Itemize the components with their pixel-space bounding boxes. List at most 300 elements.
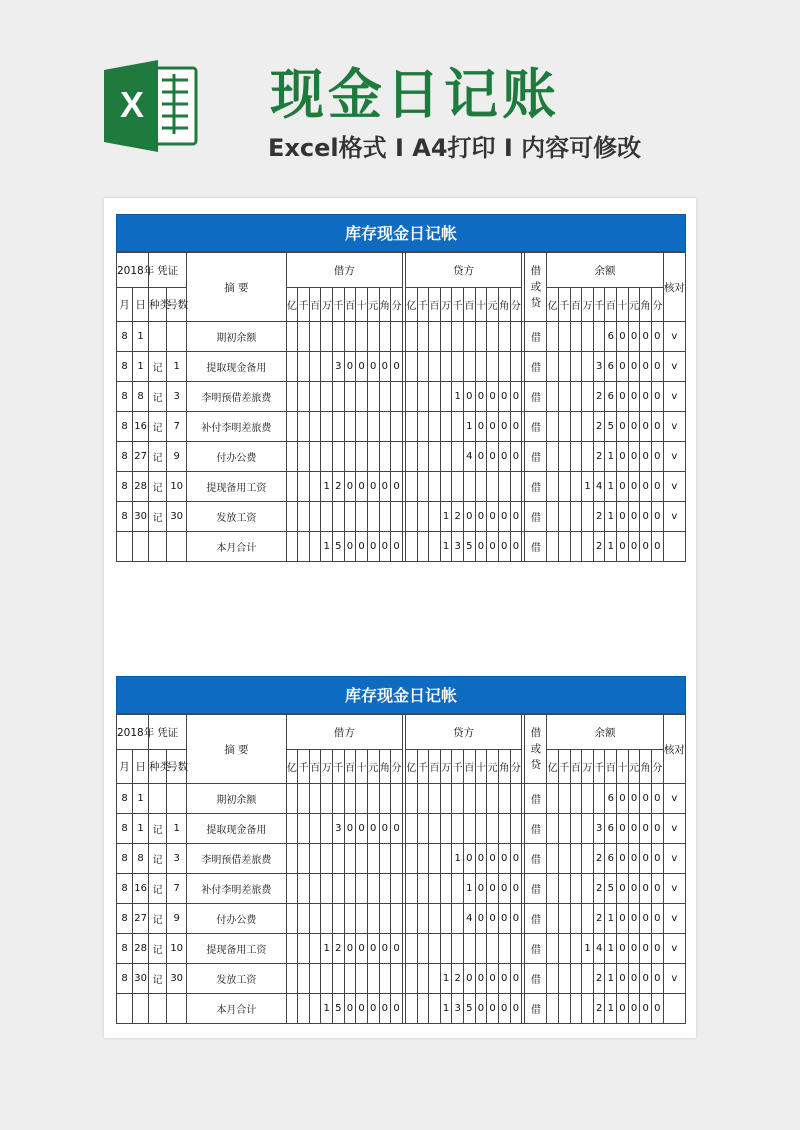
cell-debit-digit (286, 904, 298, 934)
cell-balance-digit (582, 814, 594, 844)
check-header: 核对 (663, 715, 685, 784)
cell-balance-digit (570, 784, 582, 814)
voucher-header: 凭证 (149, 253, 187, 288)
cell-debit-digit (321, 784, 333, 814)
cell-credit-digit (405, 994, 417, 1024)
cell-debit-digit (321, 964, 333, 994)
number-header: 号数 (167, 750, 187, 784)
digit-unit-header: 万 (582, 288, 594, 322)
cell-debit-digit (298, 322, 310, 352)
table-row (117, 502, 686, 532)
cell-debit-digit: 0 (379, 532, 391, 562)
cell-debit-digit (391, 442, 403, 472)
digit-unit-header: 万 (440, 288, 452, 322)
cell-debit-digit (309, 352, 321, 382)
cell-credit-digit: 0 (475, 904, 487, 934)
cell-balance-digit: 1 (605, 502, 617, 532)
cell-credit-digit: 0 (498, 532, 510, 562)
digit-unit-header: 百 (570, 288, 582, 322)
cell-month: 8 (117, 382, 133, 412)
cell-kind: 记 (149, 502, 167, 532)
cell-debit-digit (298, 874, 310, 904)
cell-balance-digit: 0 (617, 964, 629, 994)
cell-credit-digit: 0 (510, 412, 522, 442)
cell-debit-digit (367, 844, 379, 874)
cell-kind (149, 322, 167, 352)
cell-debit-digit (379, 904, 391, 934)
cell-balance-digit: 5 (605, 412, 617, 442)
excel-logo-letter: X (119, 84, 144, 125)
cell-dc: 借 (525, 472, 547, 502)
cell-credit-digit (405, 844, 417, 874)
cell-balance-digit (582, 322, 594, 352)
cell-credit-digit (429, 352, 441, 382)
cell-balance-digit: 0 (628, 934, 640, 964)
cell-credit-digit (429, 904, 441, 934)
digit-unit-header: 千 (333, 750, 345, 784)
table-row (117, 382, 686, 412)
cell-debit-digit (309, 472, 321, 502)
digit-unit-header: 元 (367, 288, 379, 322)
cell-balance-digit (558, 472, 570, 502)
cell-debit-digit: 0 (356, 532, 368, 562)
digit-unit-header: 亿 (547, 750, 559, 784)
digit-unit-header: 十 (356, 288, 368, 322)
cell-balance-digit: 0 (617, 934, 629, 964)
cell-debit-digit (344, 964, 356, 994)
cell-month: 8 (117, 874, 133, 904)
cell-balance-digit: 2 (593, 904, 605, 934)
cell-debit-digit (333, 382, 345, 412)
cell-debit-digit: 0 (356, 472, 368, 502)
cell-credit-digit: 0 (475, 532, 487, 562)
cell-debit-digit (286, 994, 298, 1024)
cell-number: 9 (167, 442, 187, 472)
cell-credit-digit (417, 322, 429, 352)
cell-credit-digit (464, 934, 476, 964)
cell-credit-digit: 0 (475, 844, 487, 874)
cell-balance-digit (558, 532, 570, 562)
cell-debit-digit: 1 (321, 472, 333, 502)
cell-balance-digit (582, 874, 594, 904)
digit-unit-header: 百 (309, 750, 321, 784)
cell-balance-digit: 0 (640, 904, 652, 934)
cell-balance-digit (558, 352, 570, 382)
cell-balance-digit: 2 (593, 382, 605, 412)
cell-credit-digit (440, 844, 452, 874)
cell-debit-digit (344, 844, 356, 874)
cell-credit-digit: 0 (498, 874, 510, 904)
cell-dc: 借 (525, 352, 547, 382)
cell-balance-digit (547, 382, 559, 412)
cell-debit-digit (286, 784, 298, 814)
cell-credit-digit (417, 994, 429, 1024)
cell-debit-digit (321, 814, 333, 844)
cell-debit-digit (391, 964, 403, 994)
cell-balance-digit (547, 934, 559, 964)
cell-balance-digit: 1 (605, 442, 617, 472)
cell-credit-digit: 0 (487, 382, 499, 412)
table-row (117, 904, 686, 934)
cell-credit-digit (429, 994, 441, 1024)
cell-credit-digit (487, 352, 499, 382)
cell-balance-digit (582, 382, 594, 412)
cell-debit-digit (367, 412, 379, 442)
cell-check: v (663, 814, 685, 844)
cell-credit-digit (417, 874, 429, 904)
cell-balance-digit: 6 (605, 382, 617, 412)
cell-credit-digit: 4 (464, 904, 476, 934)
cell-dc: 借 (525, 934, 547, 964)
cell-credit-digit (440, 784, 452, 814)
cell-month: 8 (117, 904, 133, 934)
cell-balance-digit (570, 382, 582, 412)
cell-check: v (663, 874, 685, 904)
cell-balance-digit (547, 412, 559, 442)
debit-header: 借方 (286, 253, 402, 288)
cell-debit-digit (309, 784, 321, 814)
cell-balance-digit: 0 (651, 472, 663, 502)
cell-credit-digit (475, 784, 487, 814)
cell-balance-digit (547, 532, 559, 562)
cell-balance-digit: 0 (640, 964, 652, 994)
table-row (117, 412, 686, 442)
cell-credit-digit (452, 784, 464, 814)
cell-dc: 借 (525, 382, 547, 412)
cell-credit-digit (498, 784, 510, 814)
cell-balance-digit: 0 (651, 442, 663, 472)
cell-balance-digit (558, 964, 570, 994)
cell-debit-digit (286, 964, 298, 994)
cell-debit-digit (379, 322, 391, 352)
table-row (117, 442, 686, 472)
page-title: 现金日记账 (270, 63, 560, 126)
cell-balance-digit: 3 (593, 814, 605, 844)
cell-debit-digit (344, 382, 356, 412)
table-row (117, 934, 686, 964)
cell-credit-digit (405, 352, 417, 382)
cell-number (167, 322, 187, 352)
cell-balance-digit (582, 412, 594, 442)
cell-debit-digit (379, 874, 391, 904)
cell-debit-digit (298, 934, 310, 964)
cell-check (663, 994, 685, 1024)
cell-number: 3 (167, 382, 187, 412)
cell-balance-digit: 0 (651, 502, 663, 532)
cell-balance-digit (558, 904, 570, 934)
cell-balance-digit: 0 (628, 874, 640, 904)
cell-credit-digit (498, 814, 510, 844)
cell-balance-digit: 0 (651, 814, 663, 844)
cell-balance-digit (547, 784, 559, 814)
cell-balance-digit: 0 (617, 442, 629, 472)
digit-unit-header: 元 (628, 288, 640, 322)
cell-month: 8 (117, 502, 133, 532)
digit-unit-header: 元 (487, 288, 499, 322)
cell-credit-digit: 0 (487, 904, 499, 934)
cell-summary: 发放工资 (187, 964, 286, 994)
cell-debit-digit (309, 322, 321, 352)
cell-number: 30 (167, 964, 187, 994)
day-header: 日 (133, 750, 149, 784)
cell-debit-digit (298, 532, 310, 562)
ledger-table (116, 252, 686, 562)
cell-dc: 借 (525, 442, 547, 472)
cell-number: 10 (167, 472, 187, 502)
cell-credit-digit (405, 814, 417, 844)
cell-credit-digit (452, 934, 464, 964)
cell-debit-digit (309, 814, 321, 844)
cell-balance-digit (582, 784, 594, 814)
cell-credit-digit (440, 904, 452, 934)
cell-balance-digit: 6 (605, 814, 617, 844)
cell-credit-digit: 3 (452, 994, 464, 1024)
cell-balance-digit: 0 (640, 352, 652, 382)
cell-credit-digit (429, 964, 441, 994)
digit-unit-header: 角 (640, 288, 652, 322)
cell-balance-digit (582, 352, 594, 382)
cell-debit-digit (356, 442, 368, 472)
cell-credit-digit (487, 472, 499, 502)
cell-credit-digit (440, 814, 452, 844)
cell-debit-digit (356, 904, 368, 934)
digit-unit-header: 万 (321, 750, 333, 784)
cell-credit-digit (417, 784, 429, 814)
cell-credit-digit: 0 (510, 382, 522, 412)
digit-unit-header: 分 (510, 750, 522, 784)
cell-credit-digit: 0 (487, 532, 499, 562)
cell-check: v (663, 352, 685, 382)
cell-debit-digit: 0 (367, 532, 379, 562)
cell-summary: 付办公费 (187, 904, 286, 934)
cell-summary: 提现备用工资 (187, 934, 286, 964)
sheet-banner: 库存现金日记帐 (116, 676, 686, 714)
cell-balance-digit (570, 442, 582, 472)
cell-debit-digit: 0 (344, 994, 356, 1024)
digit-unit-header: 角 (379, 750, 391, 784)
cell-credit-digit: 0 (487, 844, 499, 874)
cell-credit-digit (405, 784, 417, 814)
cell-credit-digit (417, 844, 429, 874)
cell-balance-digit (547, 994, 559, 1024)
cell-credit-digit: 1 (440, 502, 452, 532)
cell-debit-digit (344, 442, 356, 472)
cell-credit-digit (429, 784, 441, 814)
cell-kind (149, 784, 167, 814)
cell-balance-digit: 0 (617, 412, 629, 442)
cell-debit-digit (298, 502, 310, 532)
cell-debit-digit: 0 (356, 814, 368, 844)
cell-debit-digit (286, 322, 298, 352)
cell-balance-digit: 0 (651, 874, 663, 904)
cell-debit-digit (333, 502, 345, 532)
cell-debit-digit: 5 (333, 994, 345, 1024)
cell-balance-digit: 0 (628, 382, 640, 412)
cell-balance-digit (547, 472, 559, 502)
cell-balance-digit: 1 (605, 532, 617, 562)
digit-unit-header: 百 (429, 288, 441, 322)
cell-balance-digit (558, 442, 570, 472)
cell-debit-digit: 0 (367, 352, 379, 382)
digit-unit-header: 分 (651, 288, 663, 322)
cell-debit-digit (321, 352, 333, 382)
cell-kind: 记 (149, 964, 167, 994)
cell-debit-digit: 0 (344, 814, 356, 844)
digit-unit-header: 亿 (405, 288, 417, 322)
summary-header: 摘 要 (187, 715, 286, 784)
cell-credit-digit: 3 (452, 532, 464, 562)
cell-balance-digit (582, 502, 594, 532)
cell-balance-digit: 0 (617, 352, 629, 382)
cell-credit-digit: 0 (487, 994, 499, 1024)
cell-credit-digit: 0 (510, 502, 522, 532)
cell-credit-digit: 0 (510, 994, 522, 1024)
cell-debit-digit (286, 442, 298, 472)
cell-balance-digit: 0 (628, 532, 640, 562)
cell-summary: 本月合计 (187, 994, 286, 1024)
digit-unit-header: 十 (617, 288, 629, 322)
cell-credit-digit (429, 814, 441, 844)
cell-debit-digit: 0 (391, 934, 403, 964)
cell-debit-digit (333, 874, 345, 904)
cell-dc: 借 (525, 844, 547, 874)
cell-balance-digit: 0 (628, 502, 640, 532)
cell-credit-digit (464, 814, 476, 844)
cell-debit-digit: 0 (379, 472, 391, 502)
cell-credit-digit (510, 322, 522, 352)
cell-number: 3 (167, 844, 187, 874)
digit-unit-header: 元 (367, 750, 379, 784)
cell-day: 1 (133, 784, 149, 814)
cell-credit-digit: 0 (487, 502, 499, 532)
cell-debit-digit (391, 322, 403, 352)
cell-credit-digit (475, 934, 487, 964)
cell-debit-digit (309, 442, 321, 472)
digit-unit-header: 亿 (547, 288, 559, 322)
cell-balance-digit: 6 (605, 322, 617, 352)
digit-unit-header: 分 (651, 750, 663, 784)
cell-credit-digit: 0 (498, 412, 510, 442)
cell-debit-digit (367, 382, 379, 412)
cell-balance-digit (558, 322, 570, 352)
cell-check: v (663, 784, 685, 814)
cell-debit-digit: 0 (356, 352, 368, 382)
cell-month: 8 (117, 934, 133, 964)
cell-credit-digit (440, 934, 452, 964)
cell-credit-digit (429, 844, 441, 874)
cell-debit-digit: 0 (356, 994, 368, 1024)
cell-balance-digit: 0 (628, 814, 640, 844)
cell-summary: 补付李明差旅费 (187, 412, 286, 442)
cell-debit-digit (286, 844, 298, 874)
year-header: 2018年 (117, 253, 149, 288)
cell-credit-digit (405, 472, 417, 502)
kind-header: 种类 (149, 288, 167, 322)
cell-month (117, 532, 133, 562)
cell-balance-digit: 0 (617, 472, 629, 502)
cell-debit-digit (309, 994, 321, 1024)
cell-debit-digit (333, 442, 345, 472)
cell-balance-digit (570, 994, 582, 1024)
cell-check: v (663, 442, 685, 472)
cell-balance-digit: 0 (651, 382, 663, 412)
cell-debit-digit (367, 442, 379, 472)
cell-debit-digit (367, 784, 379, 814)
cell-debit-digit: 0 (379, 934, 391, 964)
cell-debit-digit: 2 (333, 934, 345, 964)
cell-credit-digit (417, 472, 429, 502)
cell-dc: 借 (525, 994, 547, 1024)
cell-credit-digit (405, 934, 417, 964)
cell-debit-digit (298, 994, 310, 1024)
cell-credit-digit: 0 (498, 382, 510, 412)
cell-credit-digit: 0 (475, 502, 487, 532)
cell-dc: 借 (525, 814, 547, 844)
cell-balance-digit (570, 532, 582, 562)
table-row (117, 994, 686, 1024)
cell-credit-digit (487, 814, 499, 844)
cell-balance-digit (570, 322, 582, 352)
cell-credit-digit: 0 (464, 844, 476, 874)
cell-balance-digit: 0 (617, 994, 629, 1024)
cell-debit-digit: 0 (367, 934, 379, 964)
excel-icon (104, 60, 200, 152)
cell-day: 1 (133, 322, 149, 352)
cell-debit-digit: 0 (379, 994, 391, 1024)
cell-balance-digit: 2 (593, 874, 605, 904)
digit-unit-header: 千 (333, 288, 345, 322)
digit-unit-header: 亿 (286, 750, 298, 784)
cell-balance-digit (570, 934, 582, 964)
cell-summary: 期初余额 (187, 784, 286, 814)
digit-unit-header: 分 (391, 750, 403, 784)
cell-credit-digit: 1 (440, 994, 452, 1024)
cell-balance-digit: 0 (617, 502, 629, 532)
cell-balance-digit: 0 (628, 994, 640, 1024)
cell-debit-digit: 0 (391, 472, 403, 502)
cell-credit-digit (405, 322, 417, 352)
cell-check: v (663, 964, 685, 994)
cell-balance-digit (570, 412, 582, 442)
cell-day: 1 (133, 352, 149, 382)
cell-debit-digit: 0 (344, 352, 356, 382)
cell-month: 8 (117, 784, 133, 814)
dc-header-text: 借或贷 (530, 265, 542, 309)
balance-header: 余额 (547, 253, 663, 288)
table-row (117, 352, 686, 382)
cell-debit-digit (298, 472, 310, 502)
cell-debit-digit (286, 382, 298, 412)
digit-unit-header: 十 (475, 288, 487, 322)
cell-debit-digit (391, 784, 403, 814)
cell-dc: 借 (525, 322, 547, 352)
cell-credit-digit: 1 (464, 412, 476, 442)
cell-summary: 发放工资 (187, 502, 286, 532)
ledger-table (116, 714, 686, 1024)
cell-balance-digit (593, 784, 605, 814)
cell-balance-digit (547, 502, 559, 532)
cell-credit-digit (510, 814, 522, 844)
cell-balance-digit: 1 (582, 472, 594, 502)
cell-debit-digit (344, 904, 356, 934)
cell-credit-digit (429, 532, 441, 562)
cell-debit-digit: 1 (321, 994, 333, 1024)
cell-credit-digit: 0 (475, 412, 487, 442)
cell-credit-digit (440, 472, 452, 502)
cell-dc: 借 (525, 874, 547, 904)
cell-number: 1 (167, 814, 187, 844)
cell-credit-digit (452, 352, 464, 382)
